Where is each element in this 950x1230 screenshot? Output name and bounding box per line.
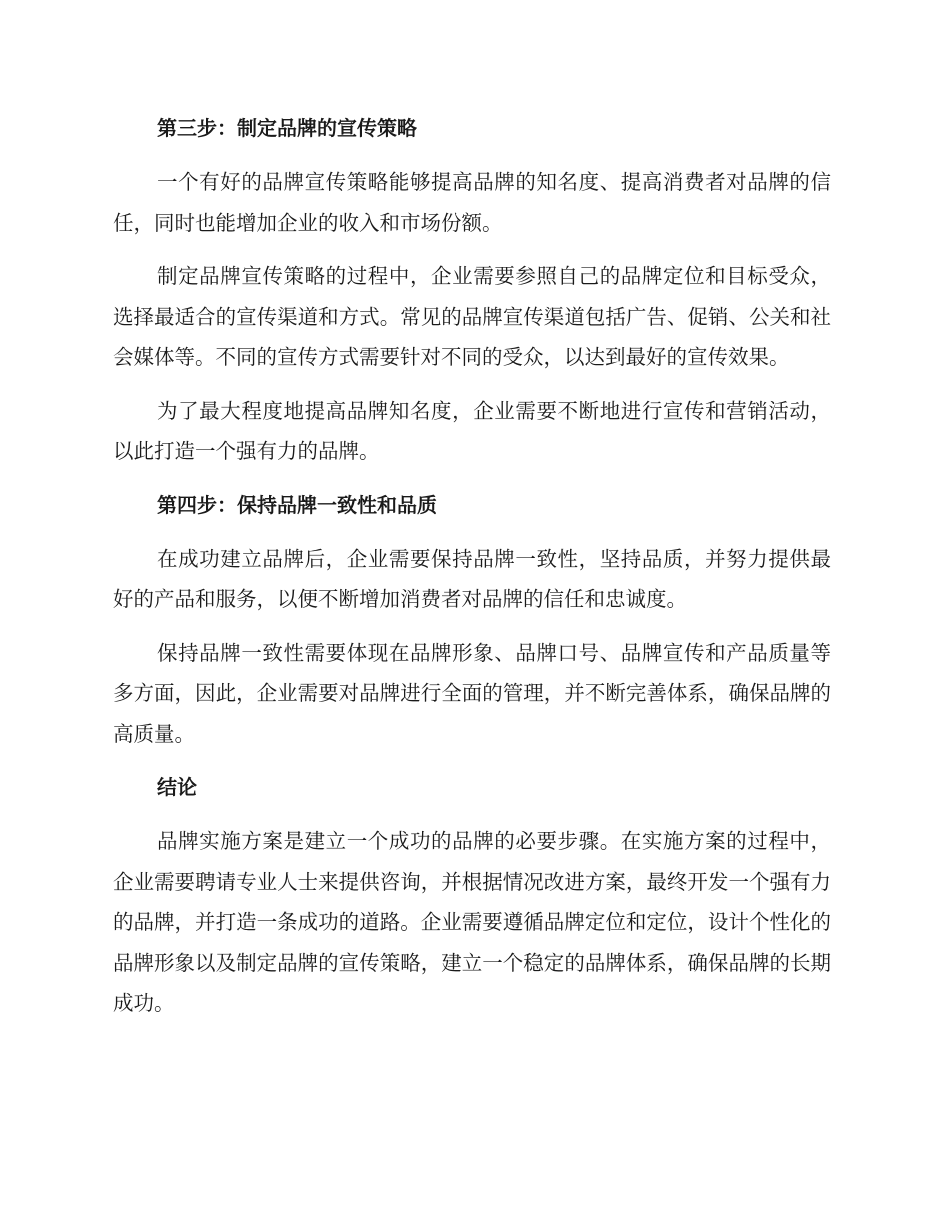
section-conclusion [113, 767, 831, 1024]
section-heading: 第三步：制定品牌的宣传策略 [157, 116, 417, 140]
paragraph: 品牌实施方案是建立一个成功的品牌的必要步骤。在实施方案的过程中，企业需要聘请专业人士来提供咨询，并根据情况改进方案，最终开发一个强有力的品牌，并打造一条成功的道路。企业需要遵循品牌定位和定位，设计个性化的品牌形象以及制定品牌的宣传策略，建立一个稳定的品牌体系，确保品牌的长期成功。 [113, 829, 831, 1015]
paragraph: 保持品牌一致性需要体现在品牌形象、品牌口号、品牌宣传和产品质量等多方面，因此，企业需要对品牌进行全面的管理，并不断完善体系，确保品牌的高质量。 [113, 640, 831, 746]
paragraph: 一个有好的品牌宣传策略能够提高品牌的知名度、提高消费者对品牌的信任，同时也能增加企业的收入和市场份额。 [113, 170, 831, 235]
section-heading: 结论 [157, 775, 197, 799]
document-body [113, 108, 831, 1037]
section-step-four [113, 485, 831, 755]
section-step-three [113, 108, 831, 472]
paragraph: 在成功建立品牌后，企业需要保持品牌一致性，坚持品质，并努力提供最好的产品和服务，以便不断增加消费者对品牌的信任和忠诚度。 [113, 546, 831, 611]
paragraph: 为了最大程度地提高品牌知名度，企业需要不断地进行宣传和营销活动，以此打造一个强有力的品牌。 [113, 398, 831, 463]
paragraph: 制定品牌宣传策略的过程中，企业需要参照自己的品牌定位和目标受众，选择最适合的宣传渠道和方式。常见的品牌宣传渠道包括广告、促销、公关和社会媒体等。不同的宣传方式需要针对不同的受众，以达到最好的宣传效果。 [113, 264, 831, 369]
section-heading: 第四步：保持品牌一致性和品质 [157, 492, 437, 517]
